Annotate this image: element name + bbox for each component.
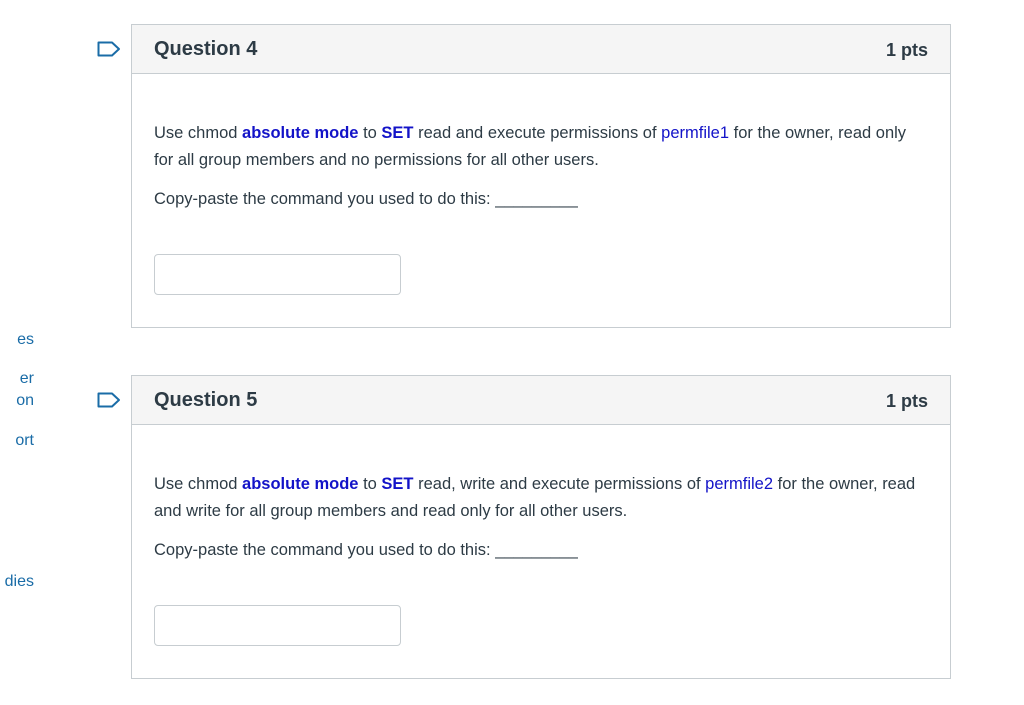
copy-paste-prompt: Copy-paste the command you used to do this: _________ <box>154 190 578 208</box>
course-nav-link[interactable]: es <box>17 331 34 348</box>
text-segment: for the owner, read and write for all group members and read only for all other users. <box>154 475 916 520</box>
question-4-card <box>131 24 951 328</box>
course-nav-link[interactable]: er <box>19 370 34 387</box>
course-nav <box>0 0 40 705</box>
text-segment: Use chmod <box>154 124 243 142</box>
answer-input[interactable] <box>154 254 401 295</box>
text-segment: read, write and execute permissions of <box>413 475 706 493</box>
text-segment: to <box>358 124 382 142</box>
course-nav-link[interactable]: ort <box>15 432 34 449</box>
course-nav-link[interactable]: dies <box>4 573 34 590</box>
question-points: 1 pts <box>885 40 928 60</box>
question-text <box>154 120 928 174</box>
copy-paste-prompt: Copy-paste the command you used to do this: _________ <box>154 541 578 559</box>
question-body <box>132 425 950 646</box>
text-segment: read and execute permissions of <box>413 124 662 142</box>
flag-question-icon[interactable] <box>97 392 121 408</box>
question-title: Question 4 <box>154 38 258 60</box>
question-header <box>132 376 950 425</box>
question-title: Question 5 <box>154 389 258 411</box>
highlight-filename: permfile1 <box>661 124 730 142</box>
highlight-absolute-mode: absolute mode <box>242 124 359 142</box>
highlight-set: SET <box>381 475 414 493</box>
highlight-filename: permfile2 <box>705 475 774 493</box>
text-segment: for the owner, read only for all group members and no permissions for all other users. <box>154 124 907 169</box>
course-nav-link[interactable]: on <box>16 392 34 409</box>
flag-question-icon[interactable] <box>97 41 121 57</box>
question-points: 1 pts <box>885 391 928 411</box>
question-5-card <box>131 375 951 679</box>
answer-input[interactable] <box>154 605 401 646</box>
question-body <box>132 74 950 295</box>
highlight-absolute-mode: absolute mode <box>242 475 359 493</box>
highlight-set: SET <box>381 124 414 142</box>
question-text <box>154 471 928 525</box>
question-header <box>132 25 950 74</box>
text-segment: to <box>358 475 382 493</box>
text-segment: Use chmod <box>154 475 243 493</box>
